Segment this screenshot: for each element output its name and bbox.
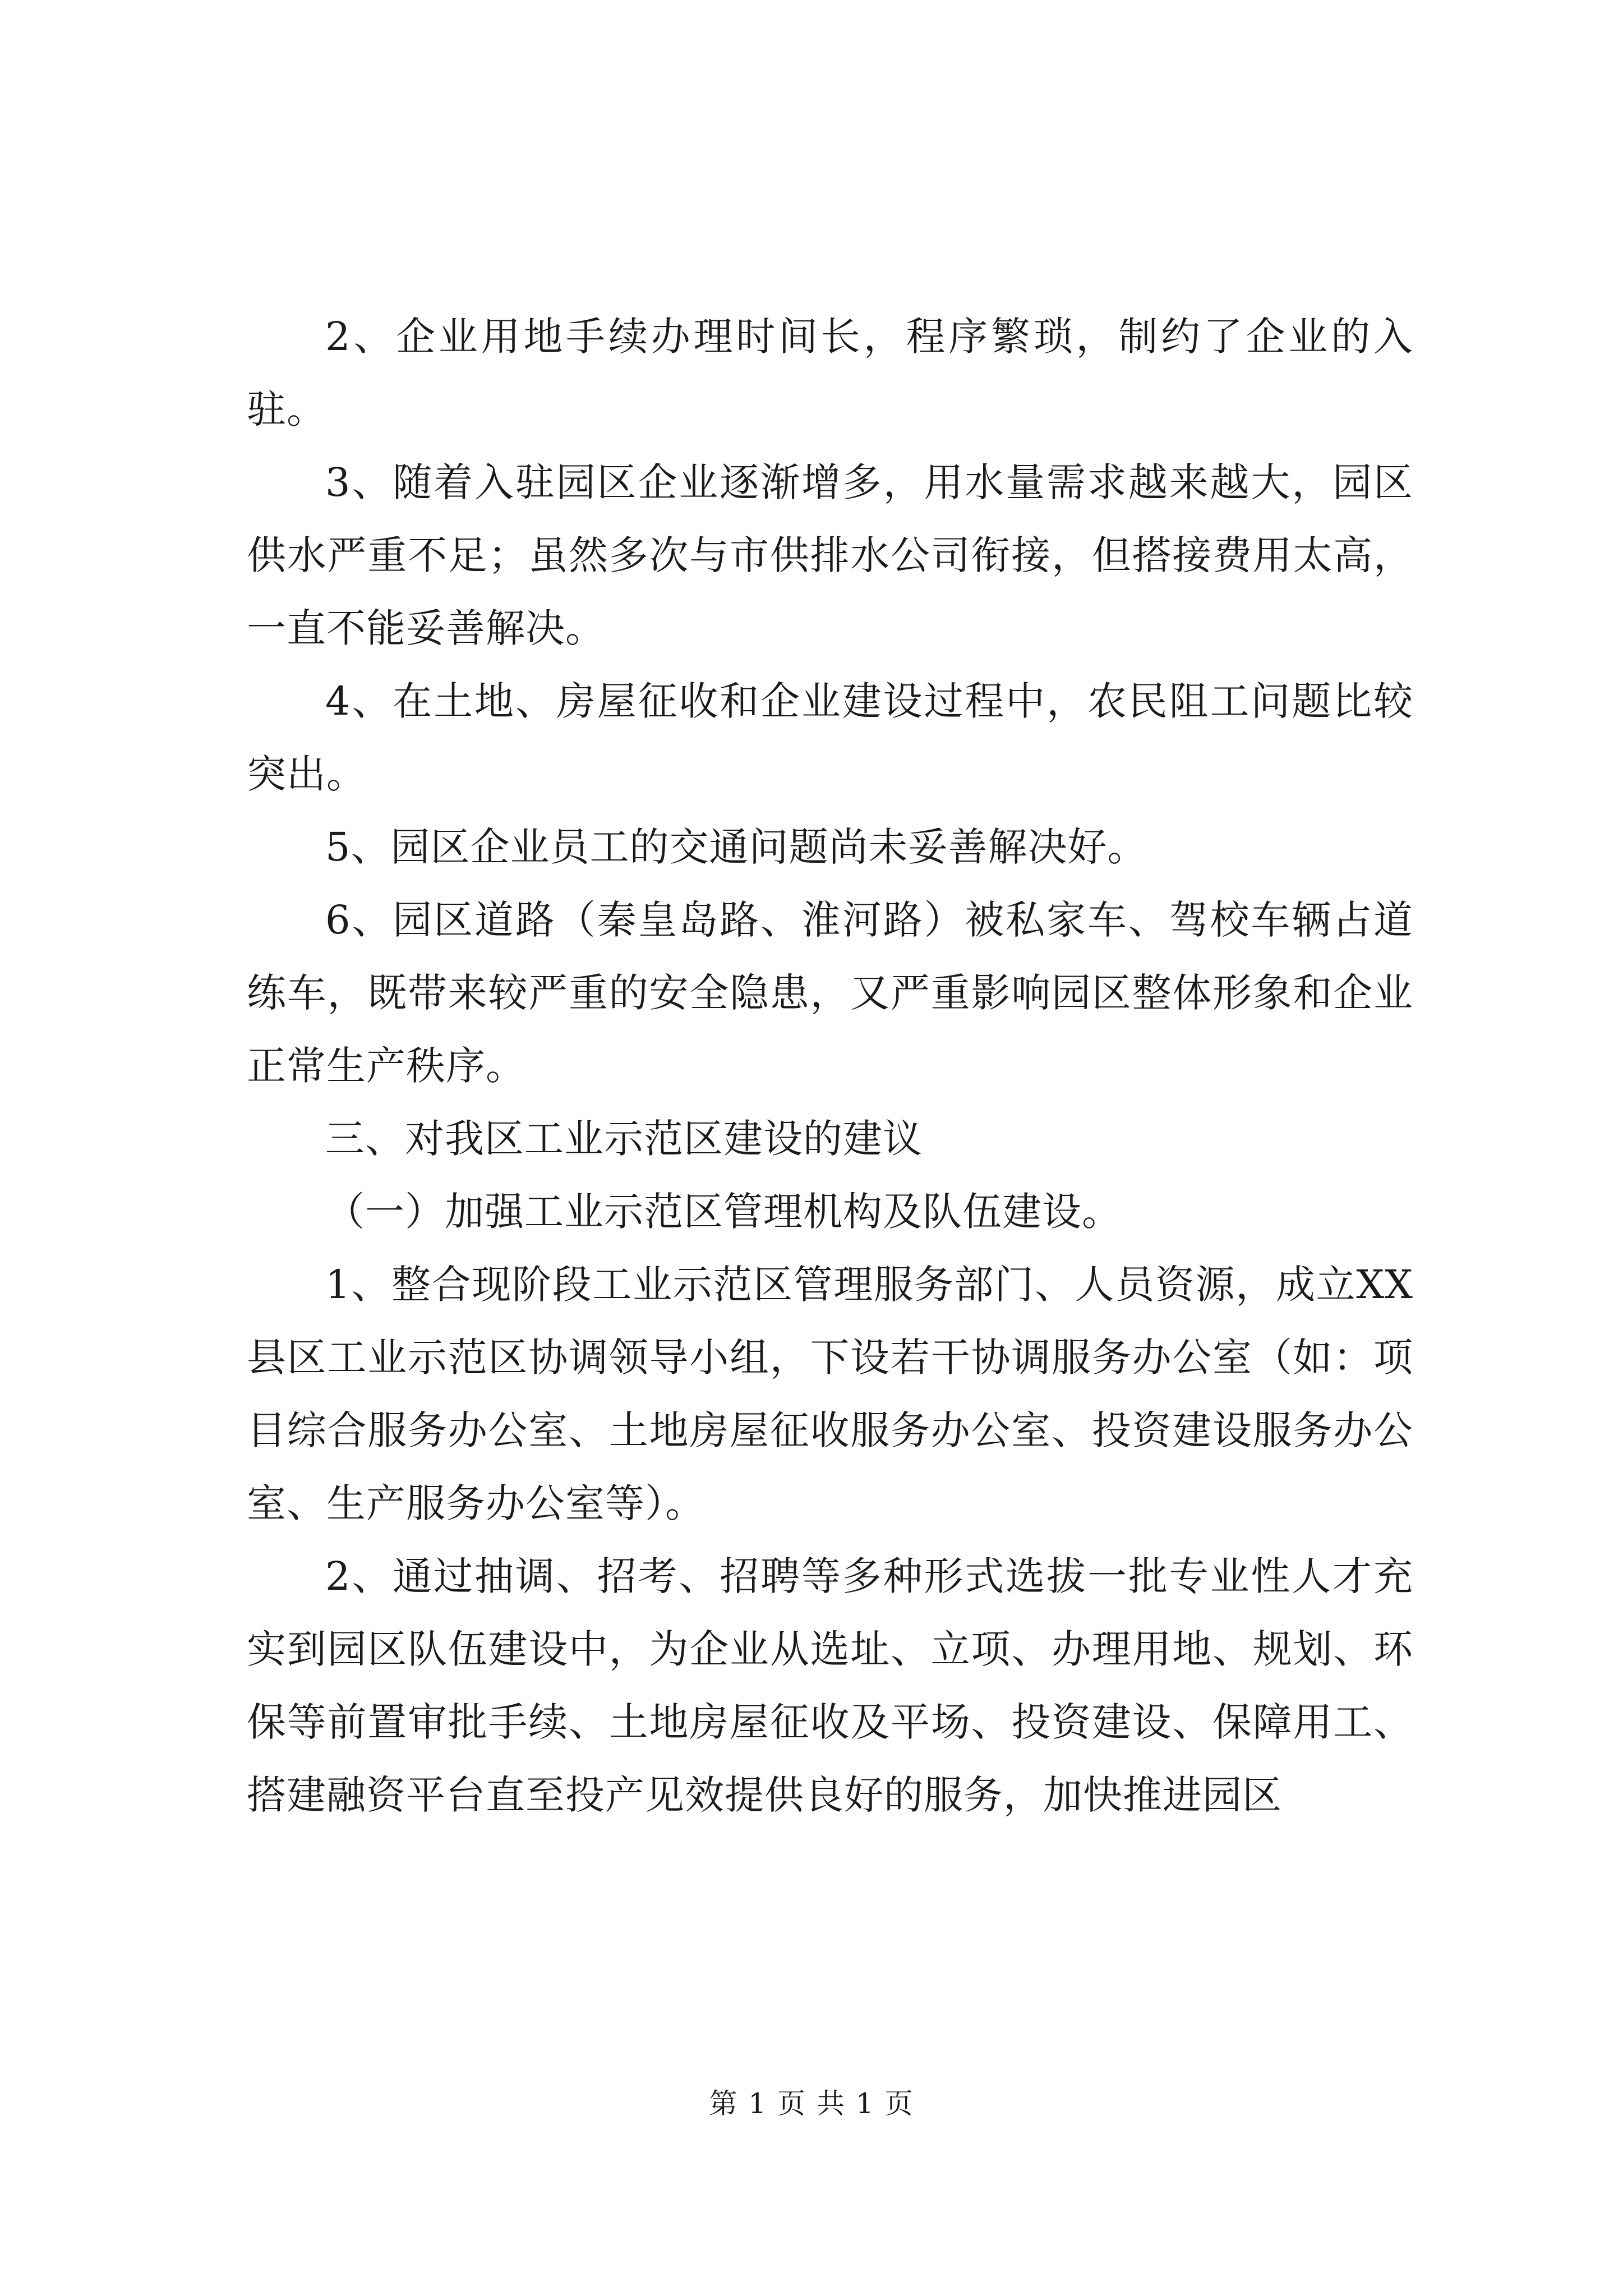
- page-footer: 第 1 页 共 1 页: [709, 2087, 914, 2120]
- paragraph-sub-item-1: 1、整合现阶段工业示范区管理服务部门、人员资源，成立XX县区工业示范区协调领导小组，下设若干协调服务办公室（如：项目综合服务办公室、土地房屋征收服务办公室、投资建设服务办公室、生产服务办公室等）。: [247, 1262, 1413, 1526]
- subsection-heading: （一）加强工业示范区管理机构及队伍建设。: [325, 1189, 1122, 1235]
- document-body: [247, 300, 1413, 1832]
- paragraph-item-6: 6、园区道路（秦皇岛路、淮河路）被私家车、驾校车辆占道练车，既带来较严重的安全隐患，又严重影响园区整体形象和企业正常生产秩序。: [247, 897, 1413, 1089]
- paragraph-sub-item-2: 2、通过抽调、招考、招聘等多种形式选拔一批专业性人才充实到园区队伍建设中，为企业从选址、立项、办理用地、规划、环保等前置审批手续、土地房屋征收及平场、投资建设、保障用工、搭建融资平台直至投产见效提供良好的服务，加快推进园区: [247, 1553, 1413, 1818]
- section-heading: 三、对我区工业示范区建设的建议: [325, 1116, 923, 1162]
- paragraph-item-5: 5、园区企业员工的交通问题尚未妥善解决好。: [325, 824, 1147, 870]
- paragraph-item-3: 3、随着入驻园区企业逐渐增多，用水量需求越来越大，园区供水严重不足；虽然多次与市供排水公司衔接，但搭接费用太高，一直不能妥善解决。: [247, 459, 1413, 651]
- paragraph-item-4: 4、在土地、房屋征收和企业建设过程中，农民阻工问题比较突出。: [247, 678, 1413, 797]
- paragraph-item-2: 2、企业用地手续办理时间长，程序繁琐，制约了企业的入驻。: [247, 314, 1413, 432]
